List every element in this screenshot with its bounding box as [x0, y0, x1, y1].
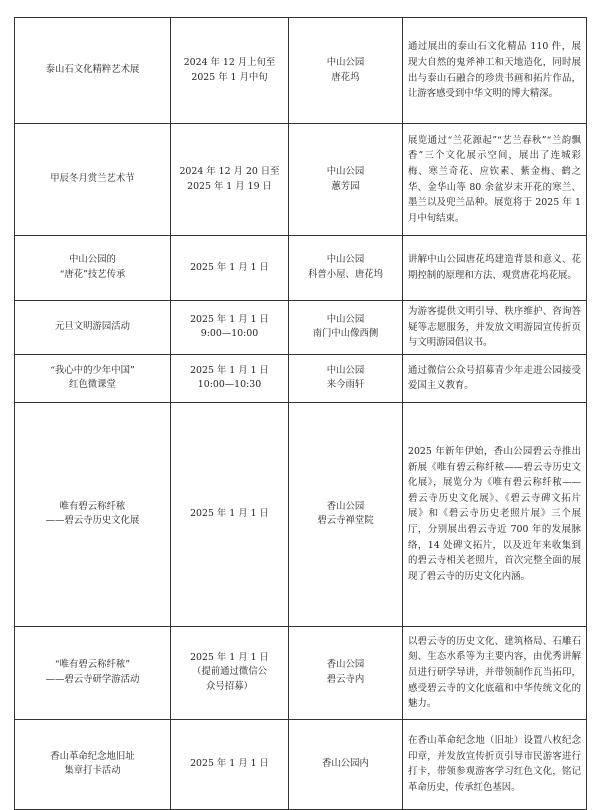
event-name-cell-line: “唯有碧云称纤秾” [54, 659, 131, 671]
table-row [15, 354, 587, 402]
event-time-cell [171, 18, 289, 124]
event-time-cell-line: 2025 年 1 月 1 日 [190, 757, 269, 769]
event-time-cell [171, 354, 289, 402]
event-place-cell [289, 301, 403, 355]
event-name-cell-line: 中山公园的 [69, 254, 116, 266]
event-place-cell-line: 碧云寺禅堂院 [317, 515, 374, 527]
event-description-cell: 通过微信公众号招募青少年走进公园接受爱国主义教育。 [403, 354, 587, 402]
event-name-cell [15, 236, 171, 301]
event-time-cell-line: 2025 年 1 月 1 日 [190, 507, 269, 519]
table-row [15, 18, 587, 124]
event-name-cell [15, 301, 171, 355]
event-place-cell [289, 354, 403, 402]
event-time-cell-line: 10:00—10:30 [197, 379, 262, 391]
event-place-cell-line: 香山公园 [326, 500, 365, 512]
event-place-cell [289, 236, 403, 301]
table-row [15, 301, 587, 355]
event-name-cell-line: 集章打卡活动 [64, 765, 121, 777]
event-name-cell-line: 香山革命纪念地旧址 [50, 750, 135, 762]
event-name-cell [15, 124, 171, 236]
event-description-cell: 展览通过“兰花源起”“艺兰春秋”“兰韵飘香”三个文化展示空间，展出了连城彩梅、寒兰奇花、应钦素、紫金梅、鹤之华、金华山等 80 余盆岁末开花的寒兰、墨兰以及兜兰品种。展览将于 2025 年 1 月中旬结束。 [403, 124, 587, 236]
event-time-cell [171, 301, 289, 355]
event-place-cell-line: 南门中山像西侧 [312, 328, 379, 340]
event-time-cell-line: （提前通过微信公 [191, 666, 267, 678]
event-time-cell-line: 2024 年 12 月 20 日至 [179, 165, 280, 177]
event-place-cell-line: 科普小屋、唐花坞 [307, 269, 383, 280]
events-table-body [15, 18, 587, 810]
event-name-cell-line: “我心中的少年中国” [50, 364, 135, 376]
event-place-cell-line: 中山公园 [326, 56, 365, 68]
event-time-cell-line: 2025 年 1 月 1 日 [190, 313, 269, 325]
table-row [15, 719, 587, 809]
event-name-cell-line: 红色微课堂 [69, 379, 116, 391]
event-description-cell: 为游客提供文明引导、秩序维护、咨询答疑等志愿服务，并发放文明游园宣传折页与文明游园倡议书。 [403, 301, 587, 355]
table-row [15, 124, 587, 236]
event-time-cell-line: 众号招募） [206, 681, 253, 693]
event-place-cell-line: 蕙芳园 [331, 180, 360, 192]
event-name-cell-line: 唯有碧云称纤秾 [59, 500, 126, 512]
event-time-cell-line: 2025 年 1 月 1 日 [190, 364, 269, 376]
event-place-cell [289, 124, 403, 236]
event-description-cell: 2025 年新年伊始，香山公园碧云寺推出新展《唯有碧云称纤秾——碧云寺历史文化展》，展览分为《唯有碧云称纤秾——碧云寺历史文化展》、《碧云寺碑文拓片展》和《碧云寺历史老照片展》三个展厅，分别展出碧云寺近 700 年的发展脉络，14 处碑文拓片，以及近年来收集到的碧云寺相关老照片，首次完整全面的展现了碧云寺的历史文化内涵。 [403, 402, 587, 626]
event-time-cell-line: 2024 年 12 月上旬至 [183, 56, 276, 68]
event-place-cell-line: 中山公园 [326, 364, 365, 376]
event-place-cell [289, 626, 403, 719]
event-time-cell [171, 236, 289, 301]
event-time-cell [171, 124, 289, 236]
event-place-cell-line: 碧云寺内 [326, 673, 365, 685]
event-name-cell-line: 甲辰冬月赏兰艺术节 [50, 173, 135, 185]
event-time-cell-line: 2025 年 1 月 19 日 [187, 180, 272, 192]
event-time-cell-line: 2025 年 1 月 1 日 [190, 651, 269, 663]
event-name-cell [15, 402, 171, 626]
event-time-cell [171, 626, 289, 719]
event-name-cell-line: ——碧云寺研学游活动 [45, 673, 140, 685]
event-place-cell [289, 18, 403, 124]
event-place-cell-line: 来今雨轩 [326, 379, 365, 391]
event-place-cell [289, 719, 403, 809]
event-place-cell-line: 香山公园 [326, 659, 365, 671]
event-description-cell: 通过展出的泰山石文化精品 110 件，展现大自然的鬼斧神工和天地造化，同时展出与泰山石融合的珍贵书画和拓片作品，让游客感受到中华文明的博大精深。 [403, 18, 587, 124]
table-row [15, 626, 587, 719]
event-place-cell-line: 中山公园 [326, 313, 365, 325]
event-name-cell [15, 354, 171, 402]
event-place-cell-line: 中山公园 [326, 254, 365, 266]
event-name-cell [15, 18, 171, 124]
event-time-cell [171, 402, 289, 626]
event-time-cell-line: 2025 年 1 月 1 日 [190, 261, 269, 273]
event-name-cell-line: “唐花”技艺传承 [59, 269, 126, 280]
event-name-cell [15, 626, 171, 719]
event-place-cell-line: 中山公园 [326, 165, 365, 177]
event-description-cell: 讲解中山公园唐花坞建造背景和意义、花期控制的原理和方法、观赏唐花坞花展。 [403, 236, 587, 301]
event-place-cell [289, 402, 403, 626]
events-table [14, 17, 587, 810]
event-name-cell [15, 719, 171, 809]
event-name-cell-line: 泰山石文化精粹艺术展 [45, 64, 140, 76]
event-time-cell-line: 2025 年 1 月中旬 [191, 71, 268, 83]
table-row [15, 402, 587, 626]
event-description-cell: 在香山革命纪念地（旧址）设置八枚纪念印章，并发放宣传折页引导市民游客进行打卡，带领参观游客学习红色文化，铭记革命历史，传承红色基因。 [403, 719, 587, 809]
event-time-cell-line: 9:00—10:00 [200, 328, 259, 340]
event-time-cell [171, 719, 289, 809]
event-place-cell-line: 香山公园内 [322, 757, 369, 769]
table-row [15, 236, 587, 301]
event-name-cell-line: 元旦文明游园活动 [54, 321, 130, 333]
event-place-cell-line: 唐花坞 [331, 71, 360, 83]
event-description-cell: 以碧云寺的历史文化、建筑格局、石雕石刻、生态水系等为主要内容，由优秀讲解员进行研学导讲，并带领制作瓦当拓印，感受碧云寺的文化底蕴和中华传统文化的魅力。 [403, 626, 587, 719]
event-name-cell-line: ——碧云寺历史文化展 [45, 515, 140, 527]
